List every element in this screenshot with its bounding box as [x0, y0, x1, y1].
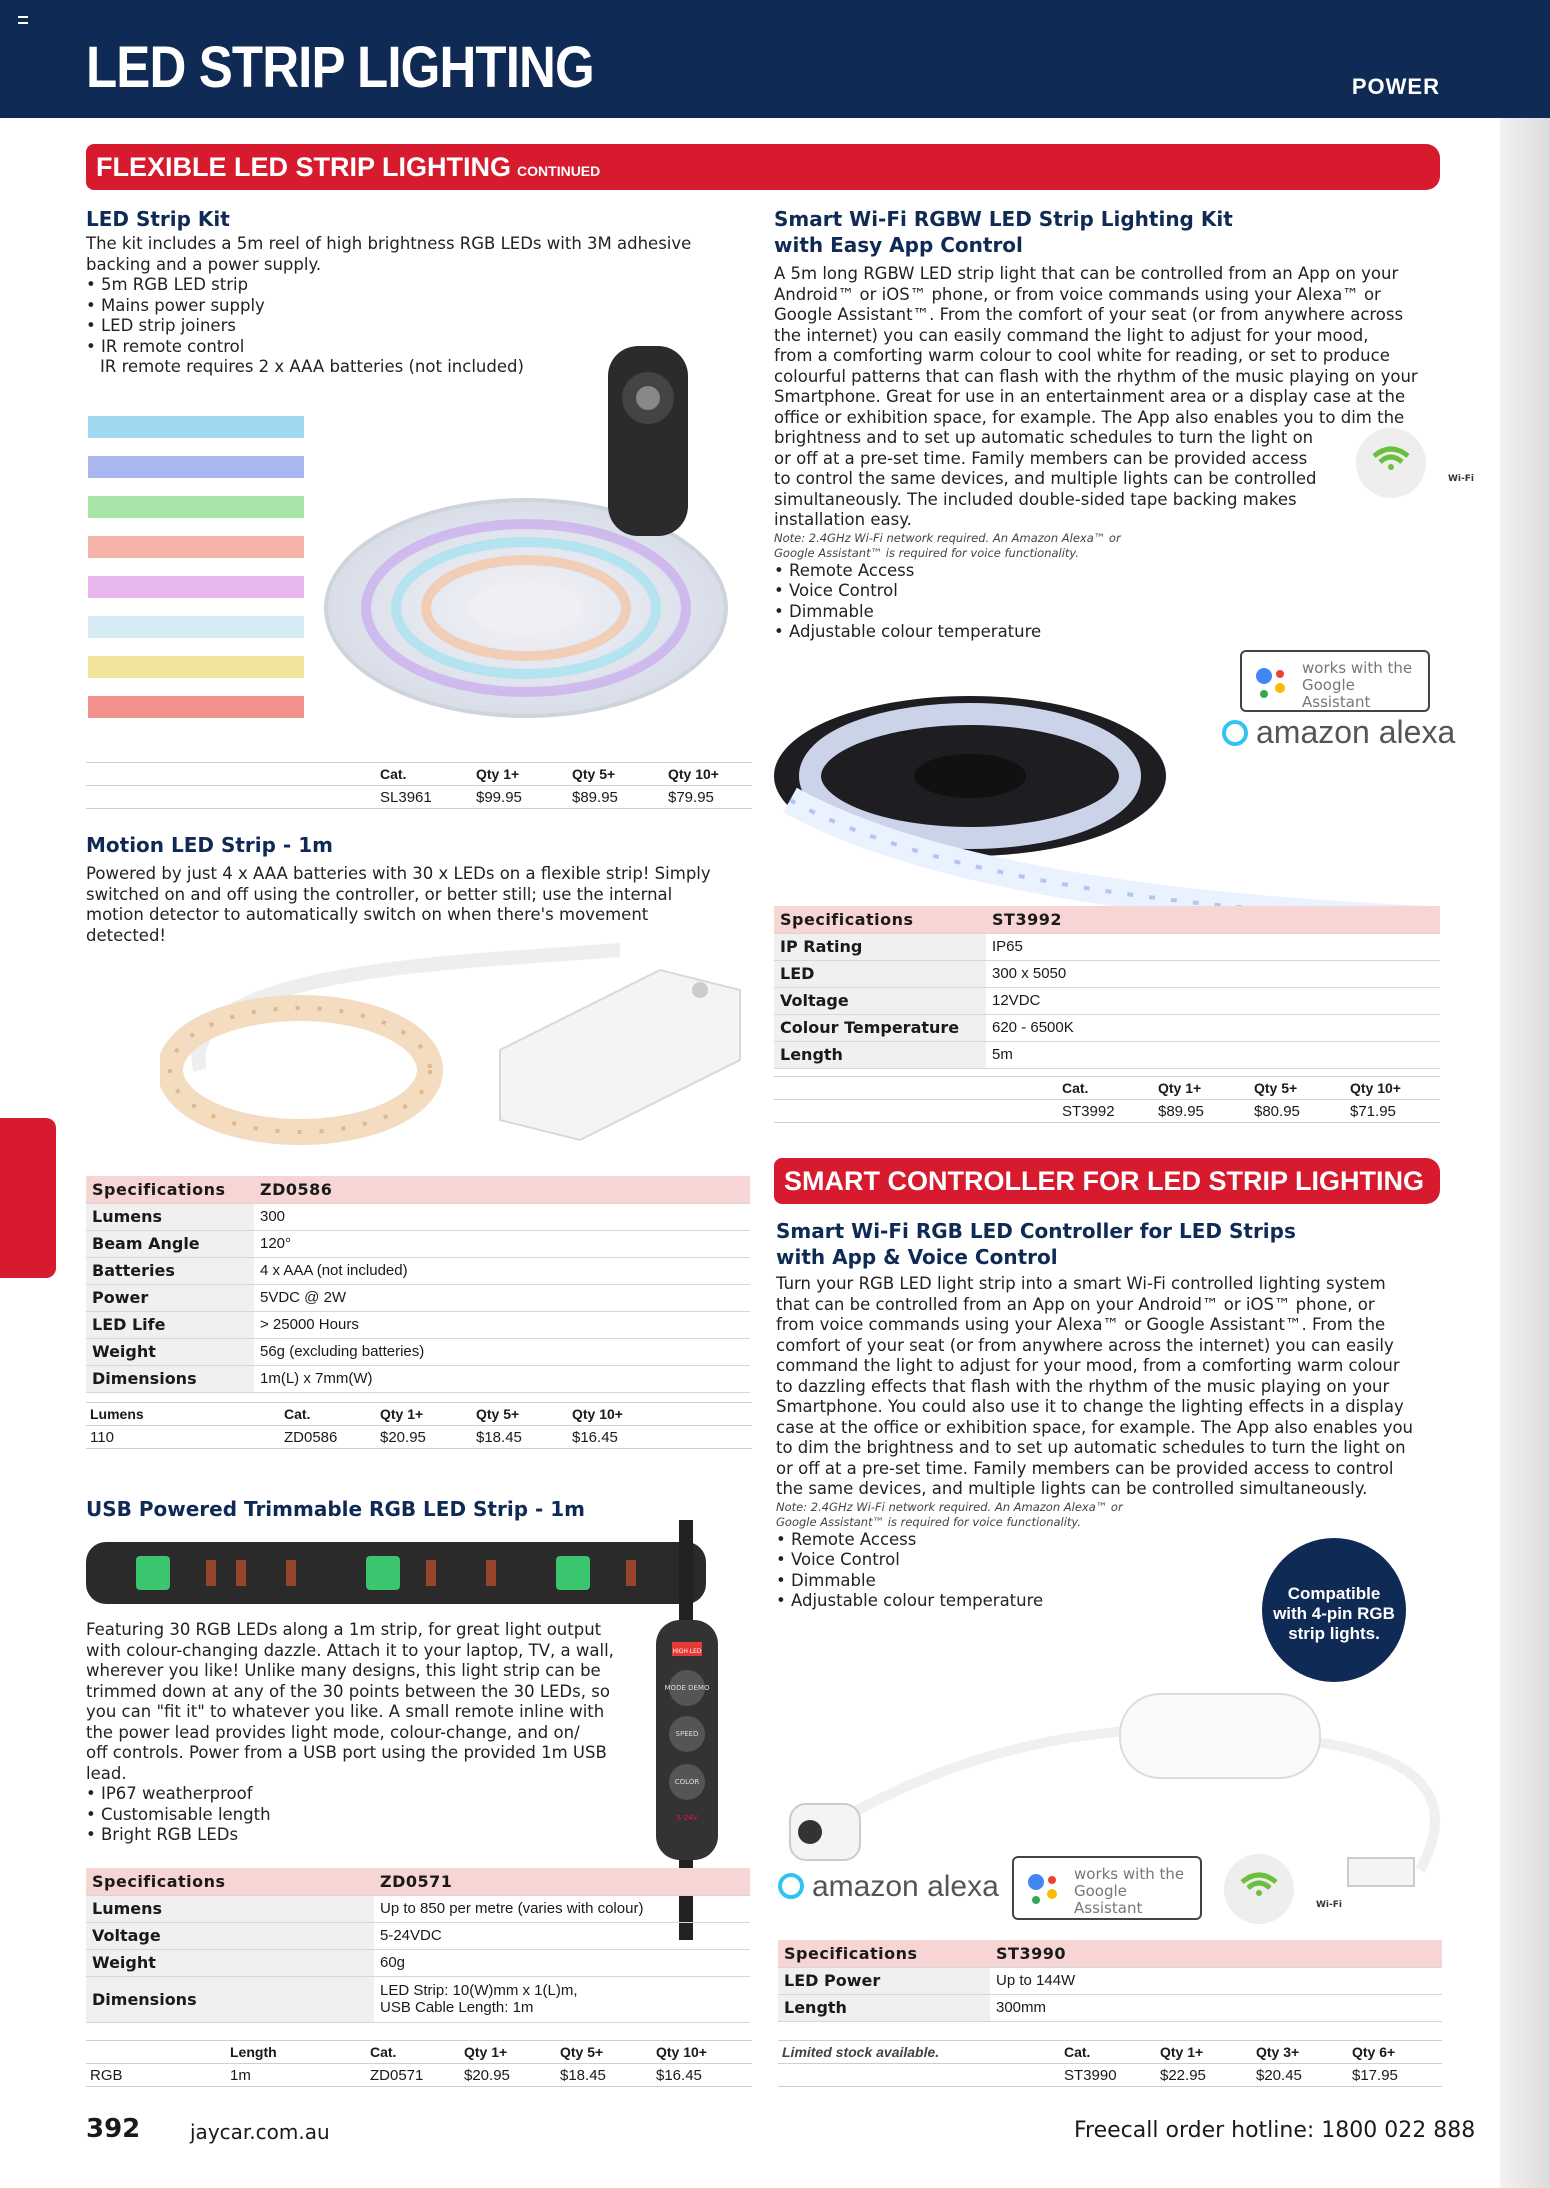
compat-line: strip lights. — [1288, 1624, 1380, 1643]
wifi-icon — [1224, 1854, 1294, 1900]
price-cell: $89.95 — [1154, 1100, 1250, 1123]
feature-item: • Remote Access — [776, 1530, 1456, 1551]
spec-row — [86, 1203, 750, 1230]
spec-key: Batteries — [86, 1257, 254, 1284]
spec-header-label: Specifications — [86, 1176, 254, 1203]
wifi-label: Wi-Fi — [1448, 474, 1474, 484]
note-line: Note: 2.4GHz Wi-Fi network required. An Amazon Alexa™ or — [774, 530, 1121, 545]
feature-item: • Bright RGB LEDs — [86, 1825, 666, 1846]
spec-value: Up to 144W — [990, 1967, 1442, 1994]
spec-value: Up to 850 per metre (varies with colour) — [374, 1895, 750, 1922]
usb-strip-title: USB Powered Trimmable RGB LED Strip - 1m — [86, 1497, 586, 1521]
spec-row — [774, 933, 1440, 960]
desc-line: from a comforting warm colour to cool white for reading, or set to produce — [774, 346, 1390, 365]
price-row — [86, 2064, 752, 2087]
spec-value: 120° — [254, 1230, 750, 1257]
desc-line: the same devices, and multiple lights can be controlled simultaneously. — [776, 1479, 1368, 1498]
desc-line: comfort of your seat (or from anywhere across the internet) you can easily — [776, 1335, 1394, 1355]
price-header-cell: Qty 5+ — [568, 763, 664, 786]
price-cell: $99.95 — [472, 786, 568, 809]
price-cell: $71.95 — [1346, 1100, 1440, 1123]
price-header-cell: Qty 10+ — [1346, 1077, 1440, 1100]
spec-row — [778, 1994, 1442, 2021]
title-line: with App & Voice Control — [776, 1245, 1058, 1269]
spec-header-code: ST3990 — [990, 1940, 1442, 1967]
section-banner-smart-controller — [774, 1158, 1440, 1204]
spec-key: Voltage — [86, 1922, 374, 1949]
price-header-cell: Qty 1+ — [1156, 2041, 1252, 2064]
spec-key: Colour Temperature — [774, 1014, 986, 1041]
price-header-cell: Qty 5+ — [472, 1403, 568, 1426]
google-assistant-icon — [1026, 1872, 1066, 1906]
desc-line: Featuring 30 RGB LEDs along a 1m strip, for great light output — [86, 1620, 602, 1639]
alexa-icon — [778, 1873, 804, 1899]
price-header-cell: Qty 10+ — [568, 1403, 752, 1426]
usb-price-table — [86, 2040, 752, 2087]
spec-row — [86, 1949, 750, 1976]
google-assistant-badge-2 — [1012, 1856, 1202, 1920]
price-header-cell: Qty 1+ — [1154, 1077, 1250, 1100]
desc-line: colourful patterns that can flash with the rhythm of the music playing on your — [774, 366, 1418, 386]
led-strip-kit-price-table — [86, 762, 752, 809]
price-row — [778, 2064, 1442, 2087]
google-line: Google Assistant — [1074, 1882, 1143, 1917]
spec-key: Weight — [86, 1338, 254, 1365]
price-cell: $22.95 — [1156, 2064, 1252, 2087]
price-cell: $20.95 — [460, 2064, 556, 2087]
spec-key: Weight — [86, 1949, 374, 1976]
price-header-cell: Cat. — [376, 763, 472, 786]
desc-line: with colour-changing dazzle. Attach it to your laptop, TV, a wall, — [86, 1640, 614, 1660]
price-cell: $16.45 — [568, 1426, 752, 1449]
price-header-cell: Cat. — [1058, 1077, 1154, 1100]
desc-line: motion detector to automatically switch on when there's movement — [86, 905, 649, 924]
smart-rgbw-description — [774, 264, 1454, 643]
spec-value — [374, 1976, 750, 2022]
spec-header-code: ST3992 — [986, 906, 1440, 933]
spec-header-label: Specifications — [86, 1868, 374, 1895]
desc-line: or off at a pre-set time. Family members can be provided access — [774, 448, 1308, 468]
spec-value: > 25000 Hours — [254, 1311, 750, 1338]
desc-line: Smartphone. You could also use it to change the lighting effects in a display — [776, 1397, 1404, 1416]
spec-row — [774, 1014, 1440, 1041]
feature-item: • LED strip joiners — [86, 316, 766, 337]
price-header-cell: Qty 1+ — [460, 2041, 556, 2064]
feature-item: • Dimmable — [774, 602, 1454, 623]
spec-row — [778, 1967, 1442, 1994]
desc-line: Powered by just 4 x AAA batteries with 30 x LEDs on a flexible strip! Simply — [86, 864, 711, 883]
page-header — [0, 0, 1550, 118]
wifi-icon — [1356, 428, 1426, 474]
title-line: Smart Wi-Fi RGB LED Controller for LED Strips — [776, 1219, 1296, 1243]
price-header-cell: Cat. — [280, 1403, 376, 1426]
amazon-alexa-badge-2 — [778, 1870, 999, 1904]
title-line: with Easy App Control — [774, 233, 1023, 257]
spec-value: 300 — [254, 1203, 750, 1230]
spec-key: Dimensions — [86, 1976, 374, 2022]
compatibility-badge — [1262, 1538, 1406, 1682]
price-cell: ST3992 — [1058, 1100, 1154, 1123]
spec-header-row — [86, 1868, 750, 1895]
google-line: Google Assistant — [1302, 676, 1371, 711]
smart-rgbw-spec-table — [774, 906, 1440, 1069]
price-header-cell: Qty 5+ — [556, 2041, 652, 2064]
desc-line: case at the office or exhibition space, for example. The App also enables you — [776, 1417, 1414, 1437]
page-title: LED STRIP LIGHTING — [86, 35, 594, 100]
spec-value: 300mm — [990, 1994, 1442, 2021]
spec-value: 12VDC — [986, 987, 1440, 1014]
spec-row — [86, 1895, 750, 1922]
spec-value: 5-24VDC — [374, 1922, 750, 1949]
desc-line: backing and a power supply. — [86, 254, 322, 274]
spec-key: Power — [86, 1284, 254, 1311]
price-header-cell: Qty 10+ — [652, 2041, 752, 2064]
desc-line: lead. — [86, 1763, 127, 1783]
spec-value: 620 - 6500K — [986, 1014, 1440, 1041]
spec-key: LED Life — [86, 1311, 254, 1338]
feature-item: • 5m RGB LED strip — [86, 275, 766, 296]
desc-line: wherever you like! Unlike many designs, this light strip can be — [86, 1661, 601, 1680]
feature-list — [86, 1784, 666, 1846]
feature-item: • Remote Access — [774, 561, 1454, 582]
price-cell: $80.95 — [1250, 1100, 1346, 1123]
spec-key: Lumens — [86, 1203, 254, 1230]
controller-title — [776, 1218, 1296, 1270]
desc-line: brightness and to set up automatic schedules to turn the light on — [774, 428, 1314, 447]
spec-key: IP Rating — [774, 933, 986, 960]
alexa-label: amazon alexa — [812, 1870, 999, 1903]
price-header-cell: Qty 1+ — [472, 763, 568, 786]
feature-item: • IP67 weatherproof — [86, 1784, 666, 1805]
price-cell: $20.45 — [1252, 2064, 1348, 2087]
price-header-cell: Qty 6+ — [1348, 2041, 1442, 2064]
section-label: POWER — [1351, 74, 1440, 99]
price-header-cell: Length — [226, 2041, 366, 2064]
spec-row — [86, 1311, 750, 1338]
price-header-row — [86, 763, 752, 786]
spec-header-label: Specifications — [778, 1940, 990, 1967]
feature-item: • Adjustable colour temperature — [776, 1591, 1456, 1612]
limited-stock-note: Limited stock available. — [778, 2041, 1060, 2064]
price-header-row — [774, 1077, 1440, 1100]
price-row — [774, 1100, 1440, 1123]
compat-line: Compatible — [1287, 1584, 1381, 1603]
price-header-cell: Qty 5+ — [1250, 1077, 1346, 1100]
spec-value: 5m — [986, 1041, 1440, 1068]
wifi-label: Wi-Fi — [1316, 1900, 1342, 1910]
smart-rgbw-image — [770, 690, 1440, 940]
wifi-badge — [1356, 428, 1474, 498]
note-line: Google Assistant™ is required for voice functionality. — [776, 1514, 1081, 1529]
desc-line: off controls. Power from a USB port using the provided 1m USB — [86, 1743, 607, 1762]
price-header-cell: Qty 3+ — [1252, 2041, 1348, 2064]
note-line: Google Assistant™ is required for voice functionality. — [774, 545, 1079, 560]
price-cell: SL3961 — [376, 786, 472, 809]
price-header-row — [778, 2041, 1442, 2064]
led-strip-kit-image — [86, 336, 756, 730]
spec-row — [774, 987, 1440, 1014]
desc-line: A 5m long RGBW LED strip light that can be controlled from an App on your — [774, 264, 1399, 283]
strip-samples — [88, 416, 304, 718]
feature-list — [774, 561, 1454, 643]
motion-strip-image — [160, 930, 760, 1160]
desc-line: Turn your RGB LED light strip into a smart Wi-Fi controlled lighting system — [776, 1274, 1386, 1293]
controller-unit — [1120, 1694, 1320, 1778]
dim-line: USB Cable Length: 1m — [380, 1999, 534, 2016]
spec-value: 4 x AAA (not included) — [254, 1257, 750, 1284]
spec-value: 1m(L) x 7mm(W) — [254, 1365, 750, 1392]
spec-value: IP65 — [986, 933, 1440, 960]
desc-line: detected! — [86, 925, 167, 945]
feature-item: • Mains power supply — [86, 296, 766, 317]
feature-item: • IR remote control — [86, 337, 766, 358]
dim-line: LED Strip: 10(W)mm x 1(L)m, — [380, 1982, 578, 1999]
wifi-badge-2 — [1224, 1854, 1342, 1924]
desc-line: from voice commands using your Alexa™ or Google Assistant™. From the — [776, 1315, 1386, 1334]
price-row — [86, 786, 752, 809]
section-banner-flexible — [86, 144, 1440, 190]
desc-line: to dim the brightness and to set up automatic schedules to turn the light on — [776, 1438, 1406, 1457]
feature-item: • Dimmable — [776, 1571, 1456, 1592]
4-pin-connector — [1348, 1858, 1414, 1886]
spec-row — [774, 1041, 1440, 1068]
spec-row — [86, 1230, 750, 1257]
motion-price-table — [86, 1402, 752, 1449]
spec-header-row — [778, 1940, 1442, 1967]
price-cell: 1m — [226, 2064, 366, 2087]
remote-color-label: COLOR — [674, 1778, 700, 1786]
price-cell: $89.95 — [568, 786, 664, 809]
spec-key: Dimensions — [86, 1365, 254, 1392]
feature-item: • Customisable length — [86, 1805, 666, 1826]
price-cell: ZD0571 — [366, 2064, 460, 2087]
spec-row — [86, 1922, 750, 1949]
price-header-row — [86, 2041, 752, 2064]
desc-line: The kit includes a 5m reel of high brightness RGB LEDs with 3M adhesive — [86, 234, 692, 253]
price-header-cell: Cat. — [1060, 2041, 1156, 2064]
spec-key: Lumens — [86, 1895, 374, 1922]
desc-line: the internet) you can easily command the light to adjust for your mood, — [774, 325, 1369, 345]
banner-title: SMART CONTROLLER FOR LED STRIP LIGHTING — [784, 1166, 1424, 1196]
spec-row — [86, 1284, 750, 1311]
smart-rgbw-price-table — [774, 1076, 1440, 1123]
motion-strip-title: Motion LED Strip - 1m — [86, 833, 333, 857]
price-cell: $20.95 — [376, 1426, 472, 1449]
price-cell: $16.45 — [652, 2064, 752, 2087]
menu-icon[interactable] — [18, 16, 28, 24]
price-cell: $18.45 — [556, 2064, 652, 2087]
desc-line: Google Assistant™. From the comfort of your seat (or from anywhere across — [774, 305, 1404, 324]
feature-item: • Adjustable colour temperature — [774, 622, 1454, 643]
page-edge — [1500, 118, 1550, 2188]
controller-price-table — [778, 2040, 1442, 2087]
price-header-cell: Qty 10+ — [664, 763, 752, 786]
desc-line: to control the same devices, and multiple lights can be controlled — [774, 469, 1317, 488]
page-number: 392 — [86, 2114, 141, 2144]
remote-mode-label: MODE DEMO — [664, 1684, 710, 1692]
desc-line: simultaneously. The included double-sided tape backing makes — [774, 489, 1297, 509]
bullet-note: IR remote requires 2 x AAA batteries (not included) — [100, 357, 524, 376]
price-cell: $17.95 — [1348, 2064, 1442, 2087]
price-cell: $18.45 — [472, 1426, 568, 1449]
spec-key: Beam Angle — [86, 1230, 254, 1257]
spec-key: Length — [774, 1041, 986, 1068]
price-cell: ZD0586 — [280, 1426, 376, 1449]
remote-warn-label: HIGH LED — [672, 1648, 702, 1655]
chapter-tab — [0, 1118, 56, 1278]
price-cell: ST3990 — [1060, 2064, 1156, 2087]
spec-value: 60g — [374, 1949, 750, 1976]
desc-line: switched on and off using the controller, or better still; use the internal — [86, 884, 673, 904]
desc-line: you can "fit it" to whatever you like. A small remote inline with — [86, 1702, 605, 1721]
smart-rgbw-title — [774, 206, 1233, 258]
desc-line: Smartphone. Great for use in an entertainment area or a display case at the — [774, 387, 1406, 406]
spec-row — [86, 1365, 750, 1392]
led-strip-kit-title: LED Strip Kit — [86, 207, 230, 231]
remote-speed-label: SPEED — [675, 1730, 699, 1738]
spec-value: 5VDC @ 2W — [254, 1284, 750, 1311]
remote-volt-label: 5-24V — [676, 1814, 698, 1822]
desc-line: to dazzling effects that flash with the rhythm of the music playing on your — [776, 1376, 1390, 1396]
desc-line: or off at a pre-set time. Family members can be provided access to control — [776, 1458, 1394, 1478]
spec-key: LED Power — [778, 1967, 990, 1994]
spec-header-row — [86, 1176, 750, 1203]
price-cell: RGB — [86, 2064, 226, 2087]
desc-line: that can be controlled from an App on your Android™ or iOS™ phone, or — [776, 1294, 1375, 1314]
banner-suffix: CONTINUED — [517, 163, 601, 179]
controller-spec-table — [778, 1940, 1442, 2022]
hotline: Freecall order hotline: 1800 022 888 — [1074, 2118, 1476, 2143]
desc-line: Android™ or iOS™ phone, or from voice commands using your Alexa™ or — [774, 284, 1381, 304]
motion-spec-table — [86, 1176, 750, 1393]
google-line: works with the — [1302, 659, 1413, 677]
spec-header-code: ZD0571 — [374, 1868, 750, 1895]
price-row — [86, 1426, 752, 1449]
usb-spec-table — [86, 1868, 750, 2023]
price-header-cell — [86, 2041, 226, 2064]
desc-line: trimmed down at any of the 30 points between the 30 LEDs, so — [86, 1681, 610, 1701]
usb-strip-description — [86, 1620, 666, 1846]
spec-key: LED — [774, 960, 986, 987]
alexa-label: amazon alexa — [1256, 714, 1456, 750]
title-line: Smart Wi-Fi RGBW LED Strip Lighting Kit — [774, 207, 1233, 231]
spec-header-code: ZD0586 — [254, 1176, 750, 1203]
spec-row — [86, 1976, 750, 2022]
compat-line: with 4-pin RGB — [1273, 1604, 1395, 1623]
price-cell: $79.95 — [664, 786, 752, 809]
spec-value: 56g (excluding batteries) — [254, 1338, 750, 1365]
spec-header-label: Specifications — [774, 906, 986, 933]
feature-item: • Voice Control — [776, 1550, 1456, 1571]
price-header-cell: Lumens — [86, 1403, 280, 1426]
desc-line: installation easy. — [774, 510, 912, 529]
price-header-cell: Cat. — [366, 2041, 460, 2064]
desc-line: office or exhibition space, for example. The App also enables you to dim the — [774, 407, 1405, 427]
feature-item: • Voice Control — [774, 581, 1454, 602]
spec-row — [86, 1338, 750, 1365]
price-header-row — [86, 1403, 752, 1426]
price-cell: 110 — [86, 1426, 280, 1449]
banner-title: FLEXIBLE LED STRIP LIGHTING — [96, 152, 512, 182]
spec-header-row — [774, 906, 1440, 933]
note-line: Note: 2.4GHz Wi-Fi network required. An Amazon Alexa™ or — [776, 1499, 1123, 1514]
google-line: works with the — [1074, 1865, 1185, 1883]
spec-value: 300 x 5050 — [986, 960, 1440, 987]
desc-line: command the light to adjust for your mood, from a comforting warm colour — [776, 1356, 1400, 1375]
spec-key: Voltage — [774, 987, 986, 1014]
spec-key: Length — [778, 1994, 990, 2021]
desc-line: the power lead provides light mode, colour-change, and on/ — [86, 1722, 580, 1742]
spec-row — [86, 1257, 750, 1284]
spec-row — [774, 960, 1440, 987]
website-link[interactable]: jaycar.com.au — [190, 2120, 330, 2144]
price-header-cell: Qty 1+ — [376, 1403, 472, 1426]
